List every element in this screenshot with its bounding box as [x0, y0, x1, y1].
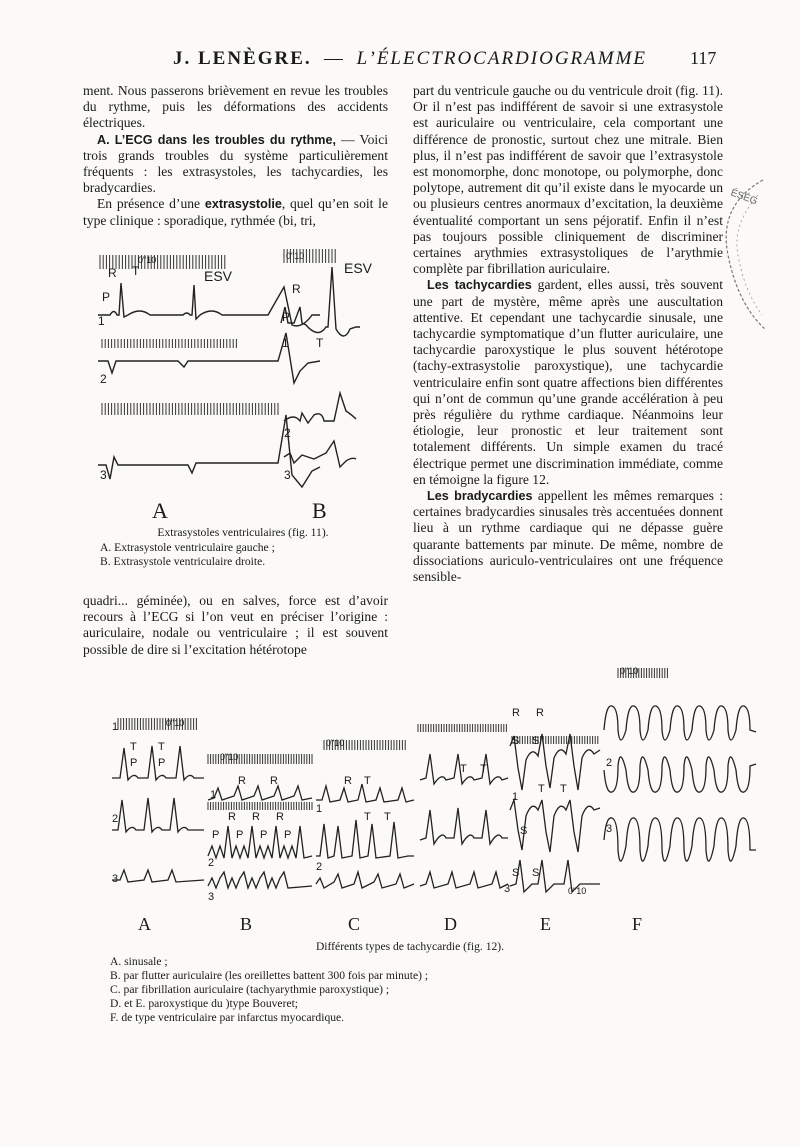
- label-lead-2: 2: [208, 857, 215, 869]
- ecg-trace-f3: [604, 818, 756, 861]
- keyword: Les bradycardies: [427, 489, 533, 504]
- label-r: R: [276, 811, 284, 823]
- label-s: S: [532, 735, 540, 747]
- label-s: S: [520, 825, 528, 837]
- label-esv: ESV: [344, 260, 373, 276]
- label-time-marker: 0"10: [166, 718, 185, 728]
- stamp-text: ÉSÉG: [728, 187, 759, 208]
- label-t: T: [364, 811, 371, 823]
- ecg-labels: [112, 666, 642, 934]
- label-lead-1: 1: [210, 789, 217, 801]
- work-title: L’ÉLECTROCARDIOGRAMME: [356, 48, 648, 69]
- label-lead-2: 2: [606, 757, 613, 769]
- label-r: R: [228, 811, 236, 823]
- label-r: R: [238, 775, 246, 787]
- section-heading: A. L’ECG dans les troubles du rythme,: [97, 132, 337, 147]
- time-marker-ticks: [118, 668, 667, 810]
- label-p: P: [284, 829, 292, 841]
- label-time-marker: 0"10: [138, 255, 157, 265]
- label-p: P: [282, 310, 291, 324]
- label-t: T: [132, 264, 140, 278]
- ecg-trace-e1: [510, 734, 600, 790]
- paragraph: quadri... géminée), ou en salves, force est d’avoir recours à l’ECG si l’on veut en préciser l’origine : auriculaire, nodale ou ventriculaire ; il est souvent possible de dire si l’excitation hétérotope: [83, 593, 388, 657]
- ecg-labels: [98, 251, 373, 523]
- keyword: Les tachycardies: [427, 278, 532, 293]
- ecg-trace-b3: [208, 872, 312, 888]
- ecg-trace-b3: [284, 441, 356, 467]
- ecg-trace-c3: [316, 872, 414, 888]
- figure-11: [88, 243, 388, 523]
- running-title: [150, 48, 670, 70]
- label-r: R: [512, 707, 520, 719]
- label-lead-2: 2: [284, 426, 291, 440]
- label-s: S: [512, 735, 520, 747]
- figure-12: [108, 660, 763, 935]
- panel-letter-a: A: [152, 498, 168, 523]
- page-number: 117: [690, 48, 717, 68]
- label-lead-3: 3: [284, 468, 291, 482]
- library-stamp: [708, 175, 768, 335]
- panel-letter-b: B: [240, 914, 253, 934]
- ecg-trace-d2: [420, 808, 508, 844]
- ecg-trace-d3: [420, 872, 508, 888]
- paragraph-text: — Voici trois grands troubles du système particulièrement fréquents : les extrasystoles, les tachycardies, les bradycardies.: [83, 131, 388, 196]
- panel-letter-d: D: [444, 914, 457, 934]
- caption-item-d: D. et E. paroxystique du )type Bouveret;: [110, 997, 299, 1010]
- paragraph-bradycardies: [413, 488, 723, 585]
- label-p: P: [212, 829, 220, 841]
- paragraph: part du ventricule gauche ou du ventricule droit (fig. 11). Or il n’est pas indifférent de savoir si une extrasystole est auriculaire ou ventriculaire, cela comportant une différence de pronostic, surtout chez une mitrale. Bien plus, il n’est pas indifférent de savoir que l’extrasystole est monomorphe, donc monotope, ou polymorphe, donc polytope, autrement dit qu’il existe dans le myocarde un ou plusieurs centres anormaux d’excitation, la deuxième éventualité comportant un sens péjoratif. Enfin il n’est pas toujours possible cliniquement de discriminer certaines arythmies extrasystoliques de l’arythmie complète par fibrillation auriculaire.: [413, 83, 723, 277]
- ecg-trace-b2: [284, 393, 356, 423]
- label-p: P: [236, 829, 244, 841]
- left-column-top: [83, 83, 388, 229]
- label-t: T: [130, 741, 137, 753]
- caption-item-c: C. par fibrillation auriculaire (tachyarythmie paroxystique) ;: [110, 983, 390, 996]
- figure-12-ecg-traces: [108, 660, 763, 935]
- label-r: R: [108, 266, 117, 280]
- caption-item-a: A. Extrasystole ventriculaire gauche ;: [100, 541, 275, 554]
- label-p: P: [130, 757, 138, 769]
- caption-item-b: B. Extrasystole ventriculaire droite.: [100, 555, 266, 568]
- label-p: P: [158, 757, 166, 769]
- title-dash: —: [323, 48, 345, 69]
- paragraph-ecg-rhythm: [83, 132, 388, 197]
- left-column-bottom: [83, 593, 388, 658]
- label-p: P: [102, 290, 111, 304]
- paragraph-text: appellent les mêmes remarques : certaines bradycardies sinusales très accentuées donnent lieu à un rythme cardiaque qui ne dépasse guère quarante battements par minute. De même, nombre de dissociations auriculo-ventriculaires ont une fréquence sensible-: [413, 488, 724, 585]
- label-r: R: [252, 811, 260, 823]
- label-t: T: [316, 336, 324, 350]
- ecg-trace-b1: [208, 786, 312, 800]
- label-lead-1: 1: [112, 721, 119, 733]
- label-r: R: [292, 282, 301, 296]
- paragraph-text: gardent, elles aussi, très souvent une part de mystère, même après une auscultation attentive. Et cependant une tachycardie sinusale, une tachycardie symptomatique d’un flutter auriculaire, une tachycardie paroxystique le plus souvent hétérotope (tachy-extrasystolie paroxystique), une tachycardie ventriculaire enfin sont quatre affections bien différentes qui n’ont de commun qu’une grande accélération à peu près régulière du rythme cardiaque. Néanmoins leur étiologie, leur pronostic et leur traitement sont totalement différents. Un simple examen du tracé électrique permet une discrimination immédiate, comme en témoigne la figure 12.: [413, 277, 723, 487]
- label-t: T: [538, 783, 545, 795]
- paragraph-tachycardies: [413, 277, 723, 488]
- label-t: T: [560, 783, 567, 795]
- paragraph-extrasystolie: [83, 196, 388, 228]
- label-lead-1: 1: [282, 336, 289, 350]
- label-t: T: [480, 763, 487, 775]
- right-column: [413, 83, 723, 585]
- ecg-trace-f2: [604, 757, 756, 792]
- ecg-trace-e3: [510, 860, 600, 892]
- label-time-marker: 0"10: [568, 886, 587, 896]
- label-esv: ESV: [204, 268, 233, 284]
- label-lead-3: 3: [112, 873, 119, 885]
- ecg-trace-a3: [112, 870, 204, 882]
- running-head: [0, 48, 800, 74]
- label-time-marker: 0"10: [286, 251, 305, 261]
- label-r: R: [536, 707, 544, 719]
- panel-letter-e: E: [540, 914, 551, 934]
- label-p: P: [260, 829, 268, 841]
- panel-letter-a: A: [138, 914, 151, 934]
- author-name: J. LENÈGRE.: [172, 48, 312, 69]
- label-t: T: [364, 775, 371, 787]
- label-lead-3: 3: [606, 823, 613, 835]
- label-t: T: [460, 763, 467, 775]
- label-lead-3: 3: [208, 891, 215, 903]
- label-s: S: [512, 867, 520, 879]
- label-time-marker: 0"10: [620, 666, 639, 676]
- label-s: S: [532, 867, 540, 879]
- label-t: T: [158, 741, 165, 753]
- caption-item-a: A. sinusale ;: [110, 955, 168, 968]
- ecg-trace-group: [98, 267, 360, 487]
- label-lead-1: 1: [316, 803, 323, 815]
- caption-item-b: B. par flutter auriculaire (les oreillettes battent 300 fois par minute) ;: [110, 969, 429, 982]
- figure-11-caption: [98, 526, 388, 569]
- paragraph: ment. Nous passerons brièvement en revue les troubles du rythme, puis les déformations des accidents électriques.: [83, 83, 388, 131]
- label-lead-1: 1: [512, 791, 519, 803]
- figure-12-caption: [110, 940, 670, 1025]
- panel-letter-f: F: [632, 914, 643, 934]
- label-lead-2: 2: [100, 372, 107, 386]
- ecg-trace-a2: [112, 798, 204, 832]
- label-lead-2: 2: [316, 861, 323, 873]
- paragraph-text: , quel qu’en soit le type clinique : sporadique, rythmée (bi, tri,: [83, 196, 388, 228]
- ecg-trace-f1: [604, 706, 756, 740]
- label-time-marker: 0"10: [326, 738, 345, 748]
- label-r: R: [344, 775, 352, 787]
- label-lead-1: 1: [98, 314, 105, 328]
- figure-11-ecg-traces: [88, 243, 388, 523]
- paragraph-text: En présence d’une: [97, 196, 205, 212]
- panel-letter-c: C: [348, 914, 361, 934]
- label-r: R: [270, 775, 278, 787]
- label-lead-2: 2: [112, 813, 119, 825]
- keyword: extrasystolie: [204, 197, 282, 212]
- panel-letter-b: B: [312, 498, 327, 523]
- caption-title: Extrasystoles ventriculaires (fig. 11).: [157, 526, 329, 539]
- label-t: T: [384, 811, 391, 823]
- label-lead-3: 3: [100, 468, 107, 482]
- label-lead-3: 3: [504, 883, 511, 895]
- caption-item-f: F. de type ventriculaire par infarctus myocardique.: [110, 1011, 345, 1024]
- caption-title: Différents types de tachycardie (fig. 12).: [315, 940, 505, 953]
- label-time-marker: 0"10: [220, 752, 239, 762]
- ecg-trace-c2: [316, 820, 414, 858]
